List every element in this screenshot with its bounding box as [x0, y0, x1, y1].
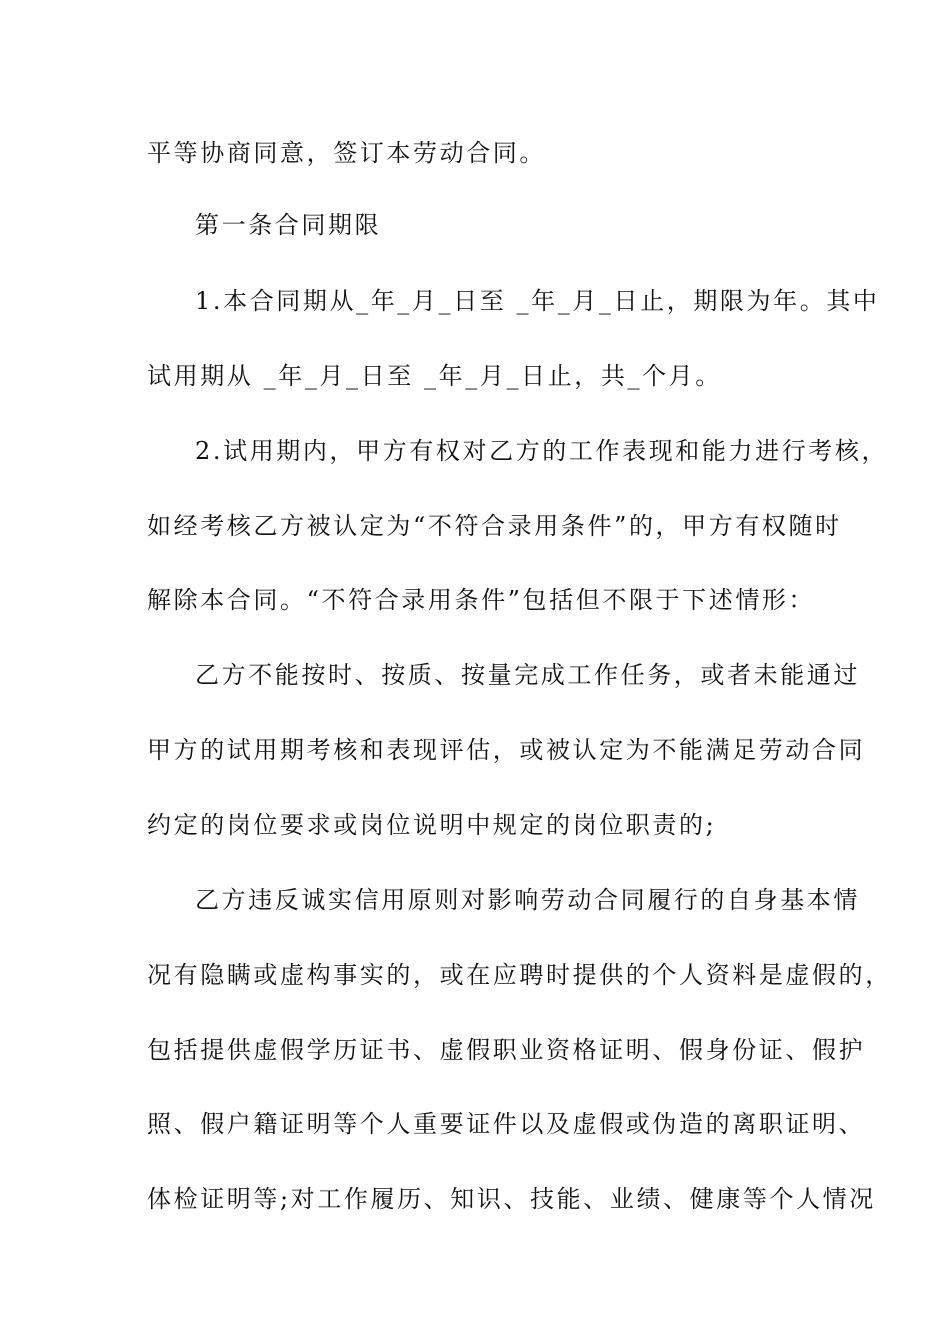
- text-line: 2.试用期内，甲方有权对乙方的工作表现和能力进行考核，: [195, 437, 889, 465]
- text-line: 约定的岗位要求或岗位说明中规定的岗位职责的;: [147, 811, 717, 839]
- text-line: 如经考核乙方被认定为“不符合录用条件”的，甲方有权随时: [147, 512, 842, 540]
- text-line: 包括提供虚假学历证书、虚假职业资格证明、假身份证、假护: [147, 1036, 866, 1064]
- text-line: 解除本合同。“不符合录用条件”包括但不限于下述情形：: [147, 586, 816, 614]
- text-line: 试用期从 _年_月_日至 _年_月_日止，共_个月。: [147, 362, 722, 390]
- text-line: 平等协商同意，签订本劳动合同。: [147, 139, 546, 167]
- text-line: 乙方不能按时、按质、按量完成工作任务，或者未能通过: [195, 661, 860, 689]
- text-line: 1.本合同期从_年_月_日至 _年_月_日止，期限为年。其中: [195, 287, 880, 315]
- text-line: 甲方的试用期考核和表现评估，或被认定为不能满足劳动合同: [147, 736, 866, 764]
- text-line: 况有隐瞒或虚构事实的，或在应聘时提供的个人资料是虚假的，: [147, 961, 892, 989]
- text-line: 照、假户籍证明等个人重要证件以及虚假或伪造的离职证明、: [147, 1110, 866, 1138]
- section-heading: 第一条合同期限: [195, 211, 382, 239]
- text-line: 体检证明等;对工作履历、知识、技能、业绩、健康等个人情况: [147, 1185, 876, 1213]
- text-line: 乙方违反诚实信用原则对影响劳动合同履行的自身基本情: [195, 886, 860, 914]
